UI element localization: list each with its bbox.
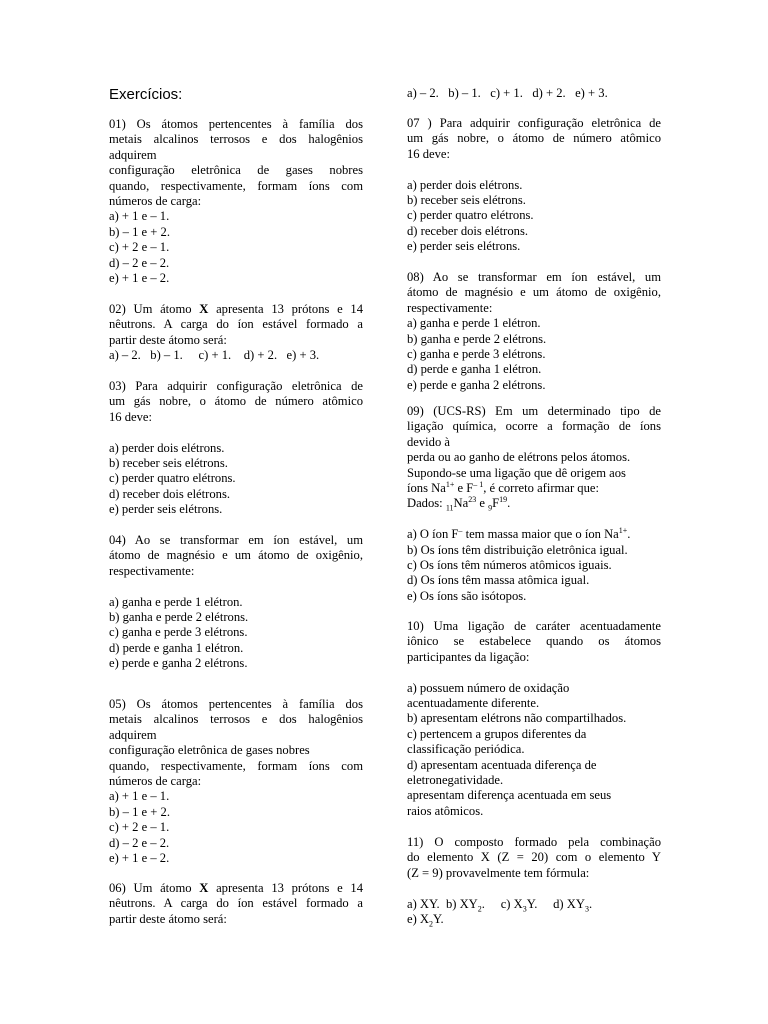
q06-line-1 [109,881,363,896]
q08-option-a: a) ganha e perde 1 elétron. [407,316,541,331]
q06-atom-x: X [199,881,209,895]
q09-line-1: 09) (UCS-RS) Em um determinado tipo de [407,404,661,418]
q09-text: . [507,496,511,511]
q09-text: tem massa maior que o íon Na [462,527,619,542]
q09-atomic-number: 11 [445,503,454,513]
q09-element: F [492,496,500,511]
q02-atom-x: X [199,302,209,316]
q05-option-b: b) – 1 e + 2. [109,804,170,819]
q01-line-4: configuração eletrônica de gases nobres [109,163,363,178]
q09-option-b: b) Os íons têm distribuição eletrônica igual. [407,542,628,557]
q02-line-3: partir deste átomo será: [109,332,227,347]
q09-mass-number: 23 [468,495,477,505]
q09-ions-line [407,481,661,496]
q05-option-a: a) + 1 e – 1. [109,789,170,804]
question-09 [407,404,661,604]
q09-charge: – 1 [473,479,484,489]
q01-option-c: c) + 2 e – 1. [109,240,170,255]
q02-text: apresenta 13 prótons e 14 [208,302,363,316]
q09-option-c: c) Os íons têm números atômicos iguais. [407,558,612,573]
q09-text: e F [454,481,474,496]
q09-option-a [407,527,661,542]
q11-formula: . [481,896,485,911]
question-08 [407,270,661,393]
q11-options-row [407,897,661,912]
q07-line-3: 16 deve: [407,146,451,161]
q11-formula: d) XY [553,896,585,911]
q04-line-3: respectivamente: [109,563,195,578]
q06-options: a) – 2. b) – 1. c) + 1. d) + 2. e) + 3. [407,86,608,100]
q09-dados-line [407,496,661,511]
q11-formula: b) XY [445,896,478,911]
q09-atomic-number: 9 [488,503,493,513]
q08-line-2: átomo de magnésio e um átomo de oxigênio, [407,285,661,300]
q11-line-3: (Z = 9) provavelmente tem fórmula: [407,865,590,880]
question-05 [109,697,363,866]
q05-line-1: 05) Os átomos pertencentes à família dos [109,697,363,711]
q11-option-a: a) XY. [407,896,440,911]
q11-option-b [445,896,485,914]
question-10 [407,619,661,819]
q01-line-6: números de carga: [109,194,202,209]
q07-option-d: d) receber dois elétrons. [407,223,528,238]
q09-charge: – [458,526,463,536]
q01-line-1: 01) Os átomos pertencentes à família dos [109,117,363,131]
q05-line-5: quando, respectivamente, formam íons com [109,758,363,773]
q04-option-c: c) ganha e perde 3 elétrons. [109,625,248,640]
q09-line-3: devido à [407,434,451,449]
q09-charge: 1+ [445,479,455,489]
q11-line-1: 11) O composto formado pela combinação [407,835,661,849]
q07-line-2: um gás nobre, o átomo de número atômico [407,131,661,146]
q11-formula: . [588,896,593,911]
q10-option-d-1: d) apresentam acentuada diferença de [407,757,597,772]
q11-formula: Y. [526,896,538,911]
q10-line-2: iônico se estabelece quando os átomos [407,634,661,649]
q05-option-c: c) + 2 e – 1. [109,820,170,835]
question-06-options [407,86,661,101]
q09-text: Dados: [407,496,446,511]
q08-option-c: c) ganha e perde 3 elétrons. [407,347,546,362]
q09-text: íons Na [407,481,446,496]
q10-option-c-1: c) pertencem a grupos diferentes da [407,726,587,741]
q05-line-3: adquirem [109,727,157,742]
q08-line-3: respectivamente: [407,300,493,315]
q04-option-a: a) ganha e perde 1 elétron. [109,594,243,609]
q08-option-e: e) perde e ganha 2 elétrons. [407,377,546,392]
q10-option-c-2: classificação periódica. [407,742,525,757]
q05-line-4: configuração eletrônica de gases nobres [109,743,310,758]
q10-option-a-2: acentuadamente diferente. [407,696,540,711]
question-11 [407,835,661,927]
q03-option-a: a) perder dois elétrons. [109,440,225,455]
q03-option-b: b) receber seis elétrons. [109,456,228,471]
q09-mass-number: 19 [499,495,508,505]
q08-option-b: b) ganha e perde 2 elétrons. [407,331,547,346]
q07-option-a: a) perder dois elétrons. [407,177,523,192]
q10-option-a-1: a) possuem número de oxidação [407,680,570,695]
q11-subscript: 2 [477,904,482,914]
question-06 [109,881,363,927]
q01-option-e: e) + 1 e – 2. [109,271,170,286]
q09-option-d: d) Os íons têm massa atômica igual. [407,573,590,588]
q02-options: a) – 2. b) – 1. c) + 1. d) + 2. e) + 3. [109,348,320,363]
q11-formula: e) X [407,912,430,927]
q05-option-d: d) – 2 e – 2. [109,835,170,850]
q04-line-1: 04) Ao se transformar em íon estável, um [109,533,363,547]
question-02 [109,302,363,364]
q10-option-d-2: eletronegatividade. [407,773,504,788]
q10-option-e-2: raios atômicos. [407,803,484,818]
q02-text: 02) Um átomo [109,302,200,316]
question-01 [109,117,363,286]
q09-text: , é correto afirmar que: [483,481,599,496]
q02-line-1 [109,302,363,317]
q09-line-2: ligação química, ocorre a formação de íons [407,419,661,434]
question-03 [109,379,363,518]
q04-option-d: d) perde e ganha 1 elétron. [109,640,244,655]
q09-line-4: perda ou ao ganho de elétrons pelos átomos. [407,450,631,465]
q09-text: . [627,527,631,542]
q03-option-d: d) receber dois elétrons. [109,486,230,501]
q05-line-2: metais alcalinos terrosos e dos halogênios [109,712,363,727]
q03-option-c: c) perder quatro elétrons. [109,471,236,486]
q03-option-e: e) perder seis elétrons. [109,502,223,517]
q11-option-e [407,912,661,927]
q09-element: Na [453,496,469,511]
q11-line-2: do elemento X (Z = 20) com o elemento Y [407,850,661,865]
q03-line-2: um gás nobre, o átomo de número atômico [109,394,363,409]
q07-option-b: b) receber seis elétrons. [407,193,526,208]
question-07 [407,116,661,255]
q10-line-1: 10) Uma ligação de caráter acentuadamente [407,619,661,633]
q06-text: 06) Um átomo [109,881,200,895]
q04-line-2: átomo de magnésio e um átomo de oxigênio, [109,548,363,563]
q09-line-5: Supondo-se uma ligação que dê origem aos [407,465,626,480]
q03-line-1: 03) Para adquirir configuração eletrônica de [109,379,363,393]
q01-option-d: d) – 2 e – 2. [109,255,170,270]
q06-text: apresenta 13 prótons e 14 [208,881,363,895]
q07-option-e: e) perder seis elétrons. [407,239,521,254]
q06-line-2: nêutrons. A carga do íon estável formado a [109,896,363,911]
q07-line-1: 07 ) Para adquirir configuração eletrônica de [407,116,661,130]
q01-line-2: metais alcalinos terrosos e dos halogênios [109,132,363,147]
q11-option-c [500,896,538,914]
q05-option-e: e) + 1 e – 2. [109,851,170,866]
q04-option-e: e) perde e ganha 2 elétrons. [109,656,248,671]
q11-subscript: 3 [584,904,589,914]
q03-line-3: 16 deve: [109,409,153,424]
q09-charge: 1+ [618,526,628,536]
q01-line-3: adquirem [109,147,157,162]
q09-option-e: e) Os íons são isótopos. [407,588,527,603]
q11-formula: Y. [433,912,444,927]
q01-option-a: a) + 1 e – 1. [109,209,170,224]
q10-option-b: b) apresentam elétrons não compartilhados. [407,711,627,726]
q10-line-3: participantes da ligação: [407,649,530,664]
q11-subscript: 2 [429,919,434,929]
q11-option-d [553,896,593,914]
q01-option-b: b) – 1 e + 2. [109,224,170,239]
q09-text: a) O íon F [407,527,459,542]
q02-line-2: nêutrons. A carga do íon estável formado a [109,317,363,332]
q10-option-e-1: apresentam diferença acentuada em seus [407,788,612,803]
q04-option-b: b) ganha e perde 2 elétrons. [109,610,249,625]
q09-text: e [476,496,489,511]
page-title: Exercícios: [109,86,183,103]
question-04 [109,533,363,672]
q08-line-1: 08) Ao se transformar em íon estável, um [407,270,661,284]
q05-line-6: números de carga: [109,774,202,789]
q08-option-d: d) perde e ganha 1 elétron. [407,362,542,377]
q06-line-3: partir deste átomo será: [109,911,227,926]
q07-option-c: c) perder quatro elétrons. [407,208,534,223]
q01-line-5: quando, respectivamente, formam íons com [109,178,363,193]
q11-formula: c) X [500,896,523,911]
q11-subscript: 3 [522,904,527,914]
